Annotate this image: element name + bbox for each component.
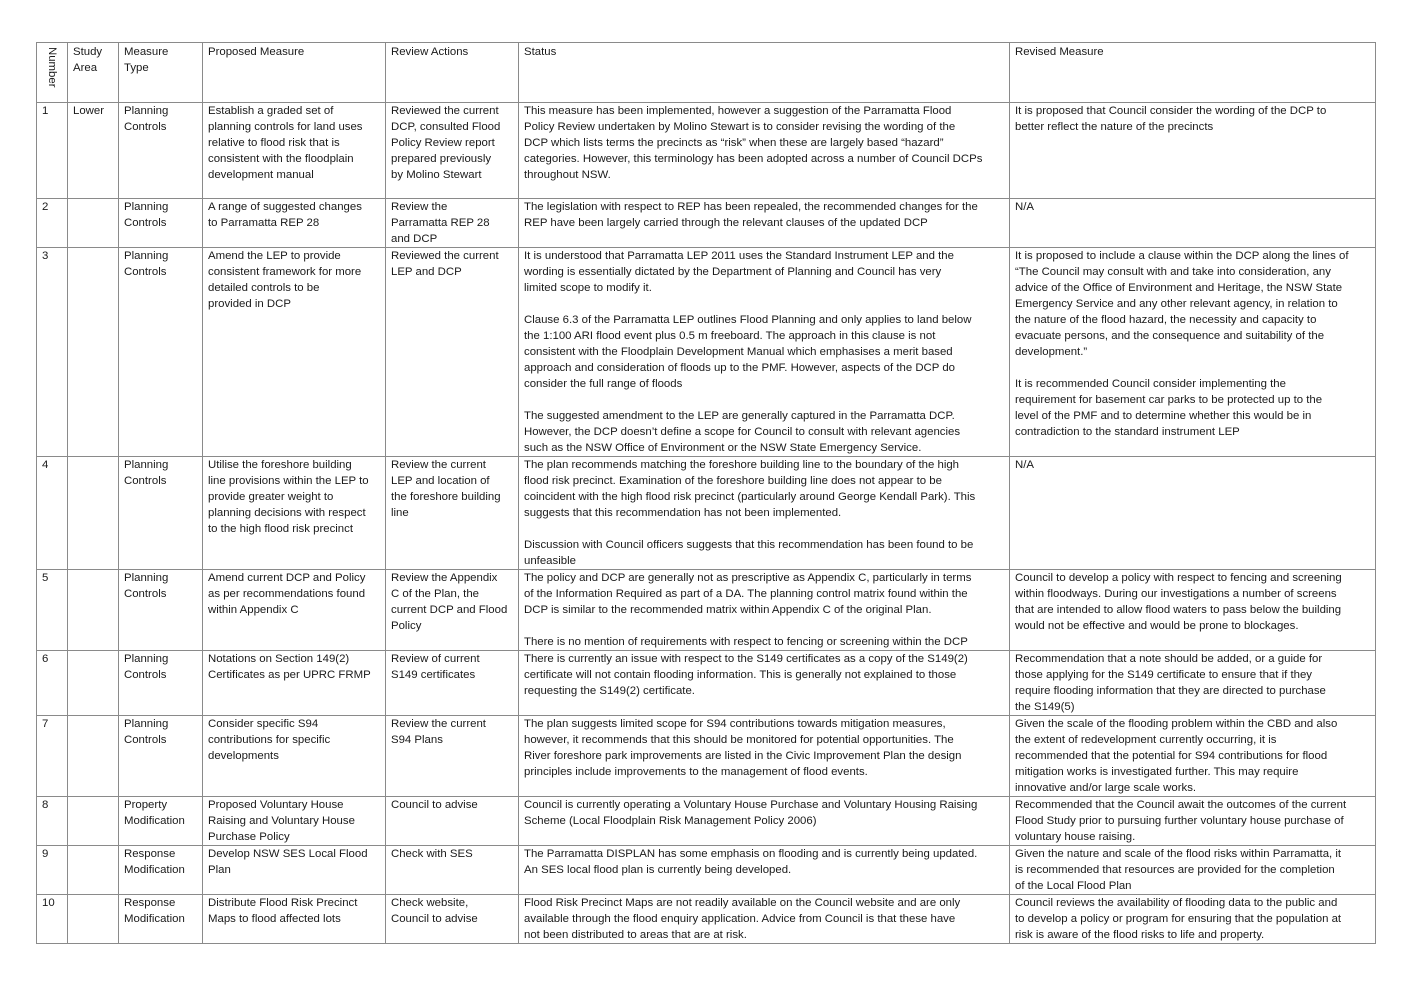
table-row (37, 895, 1376, 944)
table-row (37, 248, 1376, 457)
cell-revised-measure: N/A (1010, 457, 1376, 570)
cell-review-actions: Review of current S149 certificates (386, 651, 519, 716)
cell-status: This measure has been implemented, however a suggestion of the Parramatta Flood Policy Review undertaken by Molino Stewart is to consider revising the wording of the DCP which lists terms the precincts as “risk” when these are largely based “hazard” categories. However, this terminology has been adopted across a number of Council DCPs throughout NSW. (519, 103, 1010, 199)
cell-number: 4 (37, 457, 68, 570)
table-row (37, 797, 1376, 846)
cell-measure-type: Response Modification (119, 846, 203, 895)
cell-measure-type: Planning Controls (119, 199, 203, 248)
cell-review-actions: Reviewed the current DCP, consulted Flood Policy Review report prepared previously by Molino Stewart (386, 103, 519, 199)
cell-number: 7 (37, 716, 68, 797)
cell-proposed-measure: Utilise the foreshore building line provisions within the LEP to provide greater weight to planning decisions with respect to the high flood risk precinct (203, 457, 386, 570)
cell-number: 3 (37, 248, 68, 457)
cell-status: The plan recommends matching the foreshore building line to the boundary of the high flood risk precinct. Examination of the foreshore building line does not appear to be coincident with the high flood risk precinct (particularly around George Kendall Park). This suggests that this recommendation has not been implemented. Discussion with Council officers suggests that this recommendation has been found to be unfeasible (519, 457, 1010, 570)
cell-proposed-measure: Distribute Flood Risk Precinct Maps to flood affected lots (203, 895, 386, 944)
header-proposed-measure: Proposed Measure (203, 43, 386, 103)
cell-number: 1 (37, 103, 68, 199)
cell-review-actions: Review the Appendix C of the Plan, the current DCP and Flood Policy (386, 570, 519, 651)
cell-revised-measure: N/A (1010, 199, 1376, 248)
cell-revised-measure: It is proposed to include a clause within the DCP along the lines of “The Council may consult with and take into consideration, any advice of the Office of Environment and Heritage, the NSW State Emergency Service and any other relevant agency, in relation to the nature of the flood hazard, the necessity and capacity to evacuate persons, and the consequence and suitability of the development.” It is recommended Council consider implementing the requirement for basement car parks to be protected up to the level of the PMF and to determine whether this would be in contradiction to the standard instrument LEP (1010, 248, 1376, 457)
cell-status: Council is currently operating a Voluntary House Purchase and Voluntary Housing Raising Scheme (Local Floodplain Risk Management Policy 2006) (519, 797, 1010, 846)
cell-status: Flood Risk Precinct Maps are not readily available on the Council website and are only available through the flood enquiry application. Advice from Council is that these have not been distributed to areas that are at risk. (519, 895, 1010, 944)
header-measure-type: Measure Type (119, 43, 203, 103)
cell-measure-type: Planning Controls (119, 570, 203, 651)
cell-number: 5 (37, 570, 68, 651)
cell-review-actions: Check with SES (386, 846, 519, 895)
cell-study-area (68, 199, 119, 248)
cell-proposed-measure: Proposed Voluntary House Raising and Voluntary House Purchase Policy (203, 797, 386, 846)
cell-review-actions: Reviewed the current LEP and DCP (386, 248, 519, 457)
header-review-actions: Review Actions (386, 43, 519, 103)
cell-study-area (68, 797, 119, 846)
cell-number: 9 (37, 846, 68, 895)
table-row (37, 846, 1376, 895)
header-revised-measure: Revised Measure (1010, 43, 1376, 103)
cell-proposed-measure: Consider specific S94 contributions for specific developments (203, 716, 386, 797)
cell-study-area (68, 716, 119, 797)
cell-review-actions: Review the current LEP and location of the foreshore building line (386, 457, 519, 570)
header-number: Number (37, 43, 68, 103)
cell-status: The legislation with respect to REP has been repealed, the recommended changes for the REP have been largely carried through the relevant clauses of the updated DCP (519, 199, 1010, 248)
cell-revised-measure: Given the scale of the flooding problem within the CBD and also the extent of redevelopment currently occurring, it is recommended that the potential for S94 contributions for flood mitigation works is investigated further. This may require innovative and/or large scale works. (1010, 716, 1376, 797)
table-row (37, 103, 1376, 199)
cell-review-actions: Review the Parramatta REP 28 and DCP (386, 199, 519, 248)
cell-status: The plan suggests limited scope for S94 contributions towards mitigation measures, however, it recommends that this should be monitored for potential opportunities. The River foreshore park improvements are listed in the Civic Improvement Plan the design principles include improvements to the management of flood events. (519, 716, 1010, 797)
cell-study-area (68, 457, 119, 570)
table-row (37, 570, 1376, 651)
cell-number: 6 (37, 651, 68, 716)
cell-measure-type: Planning Controls (119, 651, 203, 716)
cell-proposed-measure: A range of suggested changes to Parramatta REP 28 (203, 199, 386, 248)
cell-number: 8 (37, 797, 68, 846)
cell-measure-type: Planning Controls (119, 248, 203, 457)
table-header-row (37, 43, 1376, 103)
cell-study-area (68, 895, 119, 944)
cell-number: 10 (37, 895, 68, 944)
cell-revised-measure: Given the nature and scale of the flood risks within Parramatta, it is recommended that resources are provided for the completion of the Local Flood Plan (1010, 846, 1376, 895)
cell-proposed-measure: Amend current DCP and Policy as per recommendations found within Appendix C (203, 570, 386, 651)
flood-measures-review-table (36, 42, 1376, 944)
cell-revised-measure: Recommendation that a note should be added, or a guide for those applying for the S149 certificate to ensure that if they require flooding information that they are directed to purchase the S149(5) (1010, 651, 1376, 716)
cell-status: It is understood that Parramatta LEP 2011 uses the Standard Instrument LEP and the wording is essentially dictated by the Department of Planning and Council has very limited scope to modify it. Clause 6.3 of the Parramatta LEP outlines Flood Planning and only applies to land below the 1:100 ARI flood event plus 0.5 m freeboard. The approach in this clause is not consistent with the Floodplain Development Manual which emphasises a merit based approach and consideration of floods up to the PMF. However, aspects of the DCP do consider the full range of floods The suggested amendment to the LEP are generally captured in the Parramatta DCP. However, the DCP doesn’t define a scope for Council to consult with relevant agencies such as the NSW Office of Environment or the NSW State Emergency Service. (519, 248, 1010, 457)
cell-study-area (68, 248, 119, 457)
table-row (37, 457, 1376, 570)
cell-measure-type: Property Modification (119, 797, 203, 846)
table-row (37, 199, 1376, 248)
cell-revised-measure: Recommended that the Council await the outcomes of the current Flood Study prior to pursuing further voluntary house purchase of voluntary house raising. (1010, 797, 1376, 846)
cell-proposed-measure: Establish a graded set of planning controls for land uses relative to flood risk that is consistent with the floodplain development manual (203, 103, 386, 199)
cell-number: 2 (37, 199, 68, 248)
cell-proposed-measure: Amend the LEP to provide consistent framework for more detailed controls to be provided in DCP (203, 248, 386, 457)
header-study-area: Study Area (68, 43, 119, 103)
cell-status: There is currently an issue with respect to the S149 certificates as a copy of the S149(2) certificate will not contain flooding information. This is generally not explained to those requesting the S149(2) certificate. (519, 651, 1010, 716)
table-row (37, 651, 1376, 716)
cell-measure-type: Planning Controls (119, 716, 203, 797)
cell-measure-type: Response Modification (119, 895, 203, 944)
table-row (37, 716, 1376, 797)
cell-study-area (68, 570, 119, 651)
cell-status: The policy and DCP are generally not as prescriptive as Appendix C, particularly in terms of the Information Required as part of a DA. The planning control matrix found within the DCP is similar to the recommended matrix within Appendix C of the original Plan. There is no mention of requirements with respect to fencing or screening within the DCP (519, 570, 1010, 651)
cell-review-actions: Check website, Council to advise (386, 895, 519, 944)
cell-measure-type: Planning Controls (119, 457, 203, 570)
cell-revised-measure: It is proposed that Council consider the wording of the DCP to better reflect the nature of the precincts (1010, 103, 1376, 199)
cell-review-actions: Review the current S94 Plans (386, 716, 519, 797)
cell-proposed-measure: Notations on Section 149(2) Certificates as per UPRC FRMP (203, 651, 386, 716)
cell-proposed-measure: Develop NSW SES Local Flood Plan (203, 846, 386, 895)
cell-measure-type: Planning Controls (119, 103, 203, 199)
cell-study-area (68, 846, 119, 895)
cell-status: The Parramatta DISPLAN has some emphasis on flooding and is currently being updated. An SES local flood plan is currently being developed. (519, 846, 1010, 895)
cell-study-area: Lower (68, 103, 119, 199)
cell-study-area (68, 651, 119, 716)
cell-revised-measure: Council to develop a policy with respect to fencing and screening within floodways. During our investigations a number of screens that are intended to allow flood waters to pass below the building would not be effective and would be prone to blockages. (1010, 570, 1376, 651)
cell-revised-measure: Council reviews the availability of flooding data to the public and to develop a policy or program for ensuring that the population at risk is aware of the flood risks to life and property. (1010, 895, 1376, 944)
cell-review-actions: Council to advise (386, 797, 519, 846)
header-status: Status (519, 43, 1010, 103)
